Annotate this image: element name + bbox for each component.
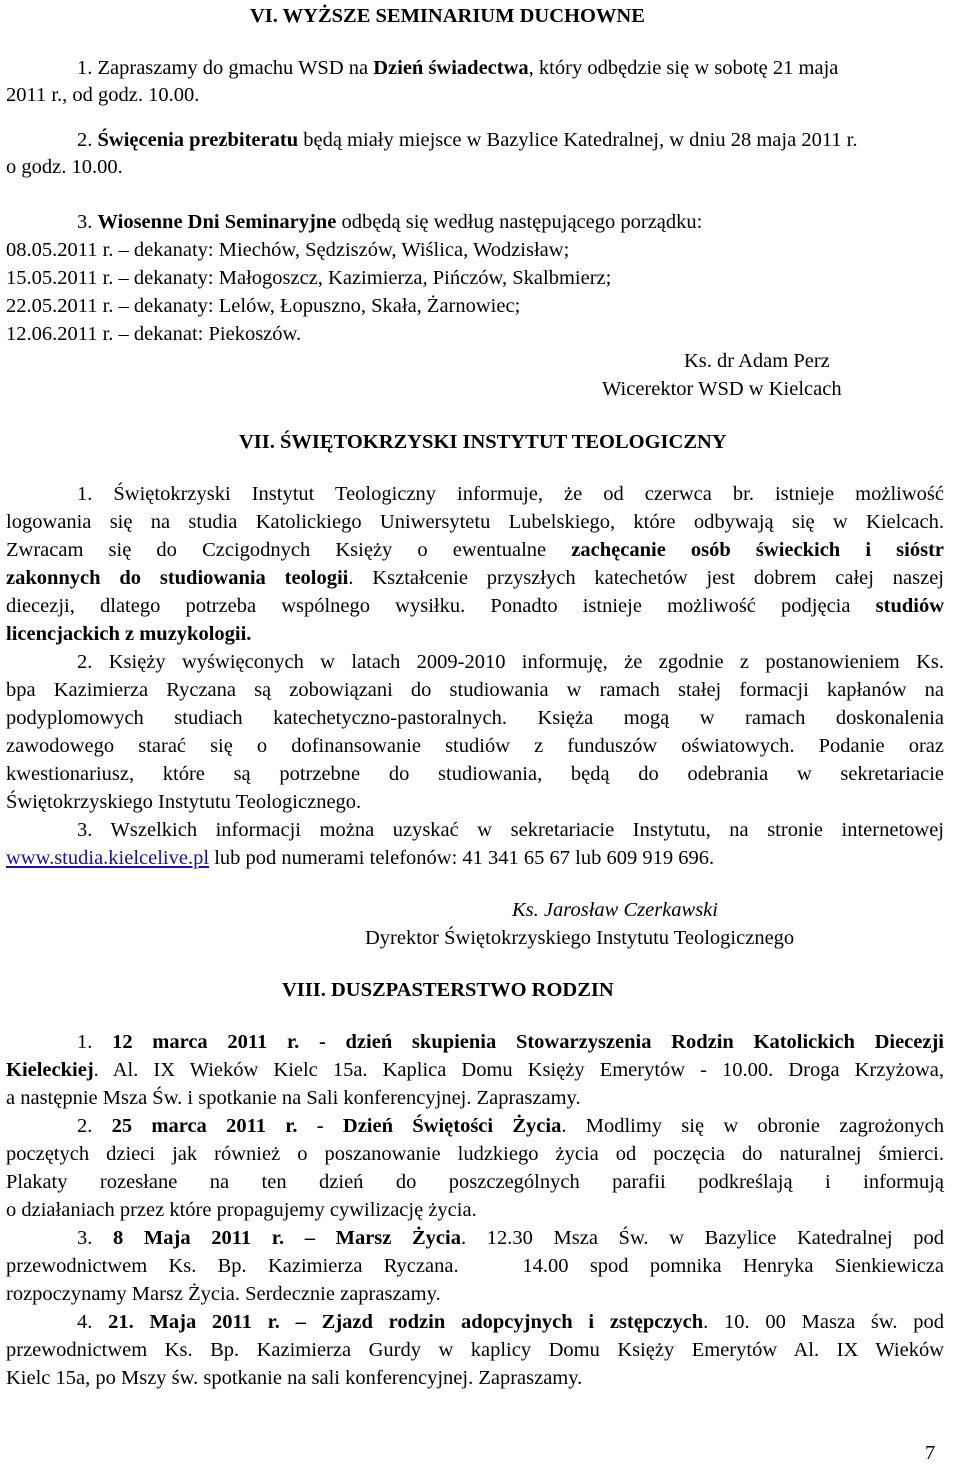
paragraph-vii-1: 1. Świętokrzyski Instytut Teologiczny informuje, że od czerwca br. istnieje możliwość <box>77 483 944 505</box>
event-item-cont: Kielc 15a, po Mszy św. spotkanie na sali konferencyjnej. Zapraszamy. <box>6 1367 583 1389</box>
paragraph-vii-1-cont: diecezji, dlatego potrzeba wspólnego wysiłku. Ponadto istnieje możliwość podjęcia studiów <box>6 595 944 617</box>
schedule-item: 08.05.2011 r. – dekanaty: Miechów, Sędziszów, Wiślica, Wodzisław; <box>6 239 570 261</box>
paragraph-vi-2: 2. Święcenia prezbiteratu będą miały miejsce w Bazylice Katedralnej, w dniu 28 maja 2011 r. <box>77 129 858 151</box>
paragraph-vi-1: 1. Zapraszamy do gmachu WSD na Dzień świadectwa, który odbędzie się w sobotę 21 maja <box>77 57 839 79</box>
paragraph-vii-2-cont: zawodowego starać się o dofinansowanie studiów z funduszów oświatowych. Podanie oraz <box>6 735 944 757</box>
event-item-cont: Plakaty rozesłane na ten dzień do poszczególnych parafii podkreślają i informują <box>6 1171 944 1193</box>
section-heading-vi: VI. WYŻSZE SEMINARIUM DUCHOWNE <box>250 5 645 27</box>
signature-title: Dyrektor Świętokrzyskiego Instytutu Teologicznego <box>365 927 795 949</box>
paragraph-vi-1-cont: 2011 r., od godz. 10.00. <box>6 84 200 106</box>
paragraph-vii-3-cont: www.studia.kielcelive.pl lub pod numerami telefonów: 41 341 65 67 lub 609 919 696. <box>6 847 715 869</box>
paragraph-vii-1-cont: zakonnych do studiowania teologii. Kształcenie przyszłych katechetów jest dobrem całej naszej <box>6 567 945 589</box>
paragraph-vii-1-cont: Zwracam się do Czcigodnych Księży o ewentualne zachęcanie osób świeckich i sióstr <box>6 539 944 561</box>
signature-name: Ks. dr Adam Perz <box>684 350 830 372</box>
event-item-cont: rozpoczynamy Marsz Życia. Serdecznie zapraszamy. <box>6 1283 441 1305</box>
page-number: 7 <box>925 1442 936 1464</box>
event-item: 1. 12 marca 2011 r. - dzień skupienia Stowarzyszenia Rodzin Katolickich Diecezji <box>77 1031 944 1053</box>
paragraph-vii-1-cont: logowania się na studia Katolickiego Uniwersytetu Lubelskiego, które odbywają się w Kielcach. <box>6 511 944 533</box>
schedule-item: 22.05.2011 r. – dekanaty: Lelów, Łopuszno, Skała, Żarnowiec; <box>6 295 521 317</box>
paragraph-vii-2-cont: Świętokrzyskiego Instytutu Teologicznego. <box>6 791 362 813</box>
paragraph-vii-2-cont: bpa Kazimierza Ryczana są zobowiązani do studiowania w ramach stałej formacji kapłanów na <box>6 679 944 701</box>
schedule-item: 12.06.2011 r. – dekanat: Piekoszów. <box>6 323 302 345</box>
signature-title: Wicerektor WSD w Kielcach <box>602 378 842 400</box>
event-item-cont: przewodnictwem Ks. Bp. Kazimierza Ryczana. 14.00 spod pomnika Henryka Sienkiewicza <box>6 1255 944 1277</box>
signature-name: Ks. Jarosław Czerkawski <box>512 899 718 921</box>
event-item-cont: Kieleckiej. Al. IX Wieków Kielc 15a. Kaplica Domu Księży Emerytów - 10.00. Droga Krzyżowa, <box>6 1059 944 1081</box>
paragraph-vii-3: 3. Wszelkich informacji można uzyskać w sekretariacie Instytutu, na stronie internetowej <box>77 819 944 841</box>
paragraph-vii-2-cont: kwestionariusz, które są potrzebne do studiowania, będą do odebrania w sekretariacie <box>6 763 944 785</box>
paragraph-vii-2-cont: podyplomowych studiach katechetyczno-pastoralnych. Księża mogą w ramach doskonalenia <box>6 707 944 729</box>
paragraph-vi-3: 3. Wiosenne Dni Seminaryjne odbędą się według następującego porządku: <box>77 211 703 233</box>
event-item-cont: o działaniach przez które propagujemy cywilizację życia. <box>6 1199 477 1221</box>
event-item: 2. 25 marca 2011 r. - Dzień Świętości Życia. Modlimy się w obronie zagrożonych <box>77 1115 945 1137</box>
section-heading-viii: VIII. DUSZPASTERSTWO RODZIN <box>282 979 614 1001</box>
event-item: 3. 8 Maja 2011 r. – Marsz Życia. 12.30 Msza Św. w Bazylice Katedralnej pod <box>77 1227 944 1249</box>
website-link[interactable]: www.studia.kielcelive.pl <box>6 847 210 869</box>
event-item: 4. 21. Maja 2011 r. – Zjazd rodzin adopcyjnych i zstępczych. 10. 00 Masza św. pod <box>77 1311 945 1333</box>
paragraph-vii-2: 2. Księży wyświęconych w latach 2009-2010 informuję, że zgodnie z postanowieniem Ks. <box>77 651 944 673</box>
event-item-cont: poczętych dzieci jak również o poszanowanie ludzkiego życia od poczęcia do naturalnej śmierci. <box>6 1143 944 1165</box>
paragraph-vii-1-cont: licencjackich z muzykologii. <box>6 623 252 645</box>
event-item-cont: a następnie Msza Św. i spotkanie na Sali konferencyjnej. Zapraszamy. <box>6 1087 581 1109</box>
schedule-item: 15.05.2011 r. – dekanaty: Małogoszcz, Kazimierza, Pińczów, Skalbmierz; <box>6 267 612 289</box>
event-item-cont: przewodnictwem Ks. Bp. Kazimierza Gurdy w kaplicy Domu Księży Emerytów Al. IX Wieków <box>6 1339 944 1361</box>
section-heading-vii: VII. ŚWIĘTOKRZYSKI INSTYTUT TEOLOGICZNY <box>239 431 727 453</box>
paragraph-vi-2-cont: o godz. 10.00. <box>6 156 123 178</box>
